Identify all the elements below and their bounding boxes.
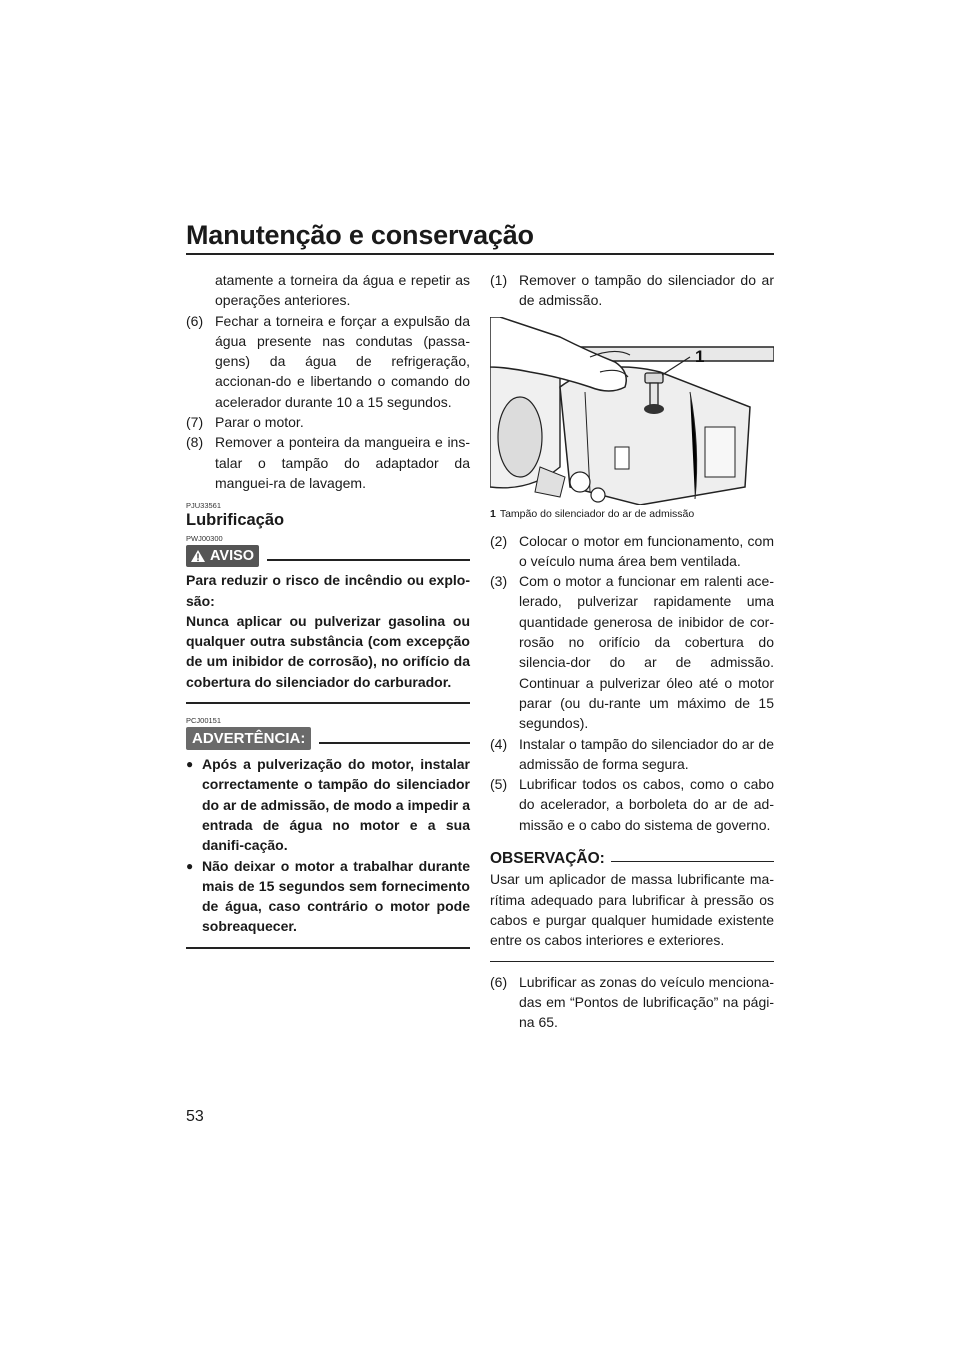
caption-number: 1 xyxy=(490,507,496,520)
divider xyxy=(319,742,470,744)
page-number: 53 xyxy=(186,1108,204,1125)
step-3 xyxy=(490,571,774,733)
step-2 xyxy=(490,531,774,572)
aviso-text: Para reduzir o risco de incêndio ou explo-são: xyxy=(186,572,470,609)
title-rule xyxy=(186,253,774,255)
step-text: Parar o motor. xyxy=(215,414,304,431)
aviso-header xyxy=(186,545,470,567)
observacao-text: Usar um aplicador de massa lubrificante ma-rítima adequado para lubrificar à pressão os cabos e purgar qualquer humidade existente entre os cabos interiores e exteriores. xyxy=(490,871,774,949)
aviso-badge xyxy=(186,545,259,567)
step-number: (4) xyxy=(490,735,508,752)
figure-silencer-cap xyxy=(490,317,774,505)
aviso-text: Nunca aplicar ou pulverizar gasolina ou qualquer outra substância (com excepção de um inibidor de corrosão), no orifício da cobertura do silenciador do carburador. xyxy=(186,612,470,690)
bullet-text: Após a pulverização do motor, instalar correctamente o tampão do silenciador do ar de admissão, de modo a impedir a entrada de água no motor e a sua danifi-cação. xyxy=(202,756,470,854)
step-number: (8) xyxy=(186,434,204,451)
step-text: Remover a ponteira da mangueira e ins-talar o tampão do adaptador da manguei-ra de lavagem. xyxy=(215,434,470,491)
observacao-title: OBSERVAÇÃO: xyxy=(490,850,605,868)
figure-callout: 1 xyxy=(695,346,705,366)
step-text: Com o motor a funcionar em ralenti ace-lerado, pulverizar rapidamente uma quantidade generosa de inibidor de cor-rosão no orifício da cobertura do silencia-dor do ar de admissão. Continuar a pulverizar óleo até o motor parar (ou du-rante um máximo de 15 segundos). xyxy=(519,573,774,732)
warning-triangle-icon xyxy=(190,549,206,563)
bullet-text: Não deixar o motor a trabalhar durante mais de 15 segundos sem fornecimento de água, caso contrário o motor pode sobreaquecer. xyxy=(202,857,470,935)
bullet-icon: ● xyxy=(186,757,194,772)
observacao-header xyxy=(490,849,774,869)
divider xyxy=(611,861,774,862)
divider xyxy=(267,559,470,561)
silencer-illustration xyxy=(490,317,774,505)
step-continuation: atamente a torneira da água e repetir as operações anteriores. xyxy=(215,272,470,309)
step-number: (2) xyxy=(490,532,508,549)
step-8 xyxy=(186,432,470,493)
step-text: Fechar a torneira e forçar a expulsão da água presente nas condutas (passa-gens) da água de refrigeração, accionan-do e libertando o comando do acelerador durante 10 a 15 segundos. xyxy=(215,312,470,410)
divider xyxy=(186,947,470,949)
left-column xyxy=(186,270,470,949)
advertencia-code: PCJ00151 xyxy=(186,716,222,726)
step-text: Lubrificar todos os cabos, como o cabo do acelerador, a borboleta do ar de ad-missão e o cabo do sistema de governo. xyxy=(519,776,774,833)
bullet-item xyxy=(186,856,470,937)
step-4 xyxy=(490,734,774,775)
step-text: Lubrificar as zonas do veículo menciona-das em “Pontos de lubrificação” na pági-na 65. xyxy=(519,973,774,1031)
divider xyxy=(186,702,470,704)
aviso-code: PWJ00300 xyxy=(186,534,223,544)
step-number: (6) xyxy=(490,973,508,990)
section-code: PJU33561 xyxy=(186,501,222,511)
step-number: (3) xyxy=(490,573,508,590)
right-column xyxy=(490,270,774,1032)
page-title: Manutenção e conservação xyxy=(186,220,534,250)
step-1 xyxy=(490,270,774,311)
caption-text: Tampão do silenciador do ar de admissão xyxy=(499,507,695,520)
bullet-icon: ● xyxy=(186,858,194,873)
step-6 xyxy=(186,311,470,412)
step-number: (5) xyxy=(490,776,508,793)
advertencia-badge: ADVERTÊNCIA: xyxy=(186,727,311,750)
section-heading: Lubrificação xyxy=(186,511,285,530)
step-7 xyxy=(186,412,470,432)
step-number: (6) xyxy=(186,312,204,329)
aviso-label: AVISO xyxy=(210,548,255,565)
step-number: (7) xyxy=(186,414,204,431)
step-text: Instalar o tampão do silenciador do ar de admissão de forma segura. xyxy=(519,735,774,772)
bullet-item xyxy=(186,754,470,855)
step-6-right xyxy=(490,972,774,1033)
step-number: (1) xyxy=(490,272,508,288)
figure-caption xyxy=(490,507,774,521)
advertencia-header xyxy=(186,727,470,750)
step-text: Remover o tampão do silenciador do ar de admissão. xyxy=(519,272,774,309)
step-text: Colocar o motor em funcionamento, com o veículo numa área bem ventilada. xyxy=(519,532,774,569)
step-5 xyxy=(490,774,774,835)
